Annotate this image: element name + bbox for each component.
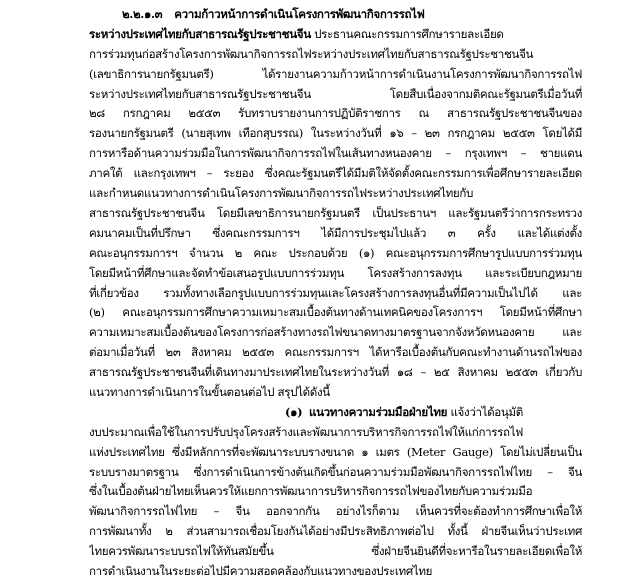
paragraph-line: ระหว่างประเทศไทยกับสาธารณรัฐประชาชนจีน โดยสืบเนื่องจากมติคณะรัฐมนตรีเมื่อวันที่ — [89, 87, 582, 101]
section-heading-line2 — [89, 24, 589, 44]
paragraph-line: ความเหมาะสมเบื้องต้นของโครงการก่อสร้างทางรถไฟขนาดทางมาตรฐานจากจังหวัดหนองคาย และ — [89, 325, 582, 339]
item-heading: แนวทางความร่วมมือฝ่ายไทย — [308, 405, 448, 419]
paragraph-line: รองนายกรัฐมนตรี (นายสุเทพ เทือกสุบรรณ) ในระหว่างวันที่ ๑๖ – ๒๓ กรกฎาคม ๒๕๕๓ โดยได้มี — [89, 126, 582, 140]
paragraph-line: คมนาคมเป็นที่ปรึกษา ซึ่งคณะกรรมการฯ ได้มีการประชุมไปแล้ว ๓ ครั้ง และได้แต่งตั้ง — [89, 226, 582, 240]
paragraph-line: (เลขาธิการนายกรัฐมนตรี) ได้รายงานความก้าวหน้าการดำเนินงานโครงการพัฒนากิจการรถไฟ — [89, 67, 582, 81]
paragraph-line: แนวทางการดำเนินการในขั้นตอนต่อไป สรุปได้ดังนี้ — [89, 385, 330, 399]
paragraph-line: สาธารณรัฐประชาชนจีน โดยมีเลขาธิการนายกรัฐมนตรี เป็นประธานฯ และรัฐมนตรีว่าการกระทรวง — [89, 206, 582, 220]
item-heading-line — [285, 402, 585, 422]
section-title: ความก้าวหน้าการดำเนินโครงการพัฒนากิจการรถไฟ — [174, 7, 425, 21]
item-line: งบประมาณเพื่อใช้ในการปรับปรุงโครงสร้างและพัฒนาการบริหารกิจการรถไฟให้แก่การรถไฟ — [89, 425, 524, 439]
paragraph-line: สาธารณรัฐประชาชนจีนที่เดินทางมาประเทศไทยในระหว่างวันที่ ๑๘ – ๒๕ สิงหาคม ๒๕๕๓ เกี่ยวกับ — [89, 365, 582, 379]
item-line: การดำเนินงานในระยะต่อไปมีความสอดคล้องกับแนวทางของประเทศไทย — [89, 564, 433, 578]
item-lead-text: แจ้งว่าได้อนุมัติ — [450, 405, 523, 419]
paragraph-line: โดยมีหน้าที่ศึกษาและจัดทำข้อเสนอรูปแบบการร่วมทุน โครงสร้างการลงทุน และระเบียบกฎหมาย — [89, 266, 582, 280]
item-line: ไทยควรพัฒนาระบบรถไฟให้ทันสมัยขึ้น ซึ่งฝ่ายจีนยินดีที่จะหารือในรายละเอียดเพื่อให้ — [89, 544, 582, 558]
section-title-continued: ระหว่างประเทศไทยกับสาธารณรัฐประชาชนจีน — [89, 27, 311, 41]
section-number: ๒.๒.๑.๓ — [122, 7, 163, 21]
paragraph-line: ๒๘ กรกฎาคม ๒๕๕๓ รับทราบรายงานการปฏิบัติราชการ ณ สาธารณรัฐประชาชนจีนของ — [89, 106, 582, 120]
paragraph-line: ต่อมาเมื่อวันที่ ๒๓ สิงหาคม ๒๕๕๓ คณะกรรมการฯ ได้หารือเบื้องต้นกับคณะทำงานด้านรถไฟของ — [89, 345, 582, 359]
paragraph-line: การร่วมทุนก่อสร้างโครงการพัฒนากิจการรถไฟระหว่างประเทศไทยกับสาธารณรัฐประชาชนจีน — [89, 47, 534, 61]
section-title-rest: ประธานคณะกรรมการศึกษารายละเอียด — [314, 27, 504, 41]
item-line: การพัฒนาทั้ง ๒ ส่วนสามารถเชื่อมโยงกันได้อย่างมีประสิทธิภาพต่อไป ทั้งนี้ ฝ่ายจีนเห็นว่าประเทศ — [89, 524, 582, 538]
paragraph-line: การหารือด้านความร่วมมือในการพัฒนากิจการรถไฟในเส้นทางหนองคาย – กรุงเทพฯ – ชายแดน — [89, 146, 582, 160]
paragraph-line: ที่เกี่ยวข้อง รวมทั้งทางเลือกรูปแบบการร่วมทุนและโครงสร้างการลงทุนอื่นที่มีความเป็นไปได้ และ — [89, 286, 582, 300]
paragraph-line: ภาคใต้ และกรุงเทพฯ – ระยอง ซึ่งคณะรัฐมนตรีได้มีมติให้จัดตั้งคณะกรรมการเพื่อศึกษารายละเอียด — [89, 166, 582, 180]
item-line: ระบบรางมาตรฐาน ซึ่งการดำเนินการข้างต้นเกิดขึ้นก่อนความร่วมมือพัฒนากิจการรถไฟไทย – จีน — [89, 465, 582, 479]
paragraph-line: คณะอนุกรรมการฯ จำนวน ๒ คณะ ประกอบด้วย (๑) คณะอนุกรรมการศึกษารูปแบบการร่วมทุน — [89, 246, 582, 260]
item-line: แห่งประเทศไทย ซึ่งมีหลักการที่จะพัฒนาระบบรางขนาด ๑ เมตร (Meter Gauge) โดยไม่เปลี่ยนเป็น — [89, 445, 582, 459]
item-number: (๑) — [285, 405, 303, 419]
item-line: ซึ่งในเบื้องต้นฝ่ายไทยเห็นควรให้แยกการพัฒนาการบริหารกิจการรถไฟของไทยกับความร่วมมือ — [89, 484, 533, 498]
section-heading-line1 — [89, 4, 589, 24]
paragraph-line: (๒) คณะอนุกรรมการศึกษาความเหมาะสมเบื้องต้นทางด้านเทคนิคของโครงการฯ โดยมีหน้าที่ศึกษา — [89, 305, 582, 319]
item-line: พัฒนากิจการรถไฟไทย – จีน ออกจากกัน อย่างไรก็ตาม เห็นควรที่จะต้องทำการศึกษาเพื่อให้ — [89, 504, 582, 518]
paragraph-line: และกำหนดแนวทางการดำเนินโครงการพัฒนากิจการรถไฟระหว่างประเทศไทยกับ — [89, 186, 474, 200]
